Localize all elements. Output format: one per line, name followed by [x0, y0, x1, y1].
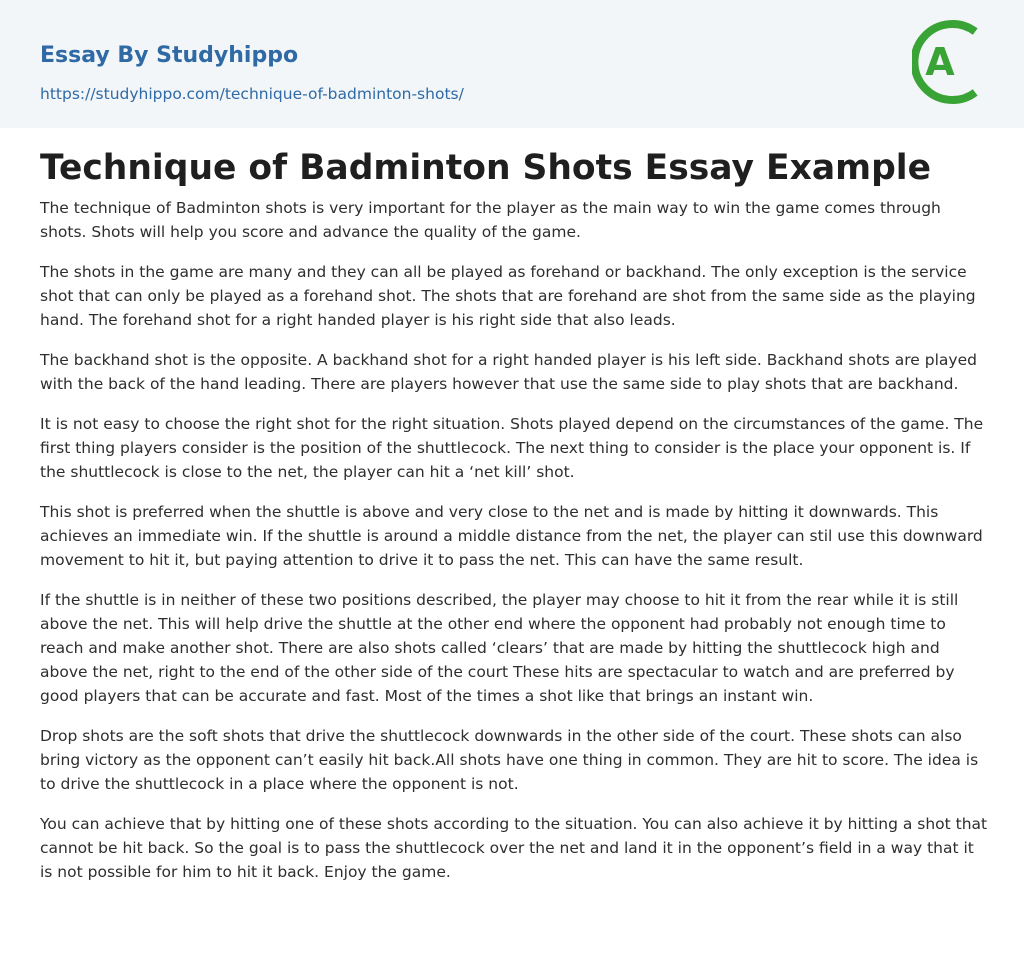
paragraph-1: The technique of Badminton shots is very important for the player as the main way to win the game comes through shots. Shots will help you score and advance the quality of the game.: [40, 199, 941, 241]
paragraph-7: Drop shots are the soft shots that drive the shuttlecock downwards in the other side of the court. These shots can also bring victory as the opponent can’t easily hit back.All shots have one thing in common. They are hit to score. The idea is to drive the shuttlecock in a place where the opponent is not.: [40, 727, 979, 793]
paragraph-3: The backhand shot is the opposite. A backhand shot for a right handed player is his left side. Backhand shots are played with the back of the hand leading. There are players however that use the same side to play shots that are backhand.: [40, 351, 977, 393]
article: [40, 146, 990, 900]
logo-letter: A: [925, 40, 955, 84]
site-header: [0, 0, 1024, 128]
studyhippo-logo-icon[interactable]: [912, 18, 988, 106]
article-body: [40, 196, 990, 884]
paragraph-5: This shot is preferred when the shuttle is above and very close to the net and is made by hitting it downwards. This achieves an immediate win. If the shuttle is around a middle distance from the net, the player can stil use this downward movement to hit it, but paying attention to drive it to pass the net. This can have the same result.: [40, 503, 983, 569]
paragraph-2: The shots in the game are many and they can all be played as forehand or backhand. The only exception is the service shot that can only be played as a forehand shot. The shots that are forehand are shot from the same side as the playing hand. The forehand shot for a right handed player is his right side that also leads.: [40, 263, 976, 329]
paragraph-8: You can achieve that by hitting one of these shots according to the situation. You can also achieve it by hitting a shot that cannot be hit back. So the goal is to pass the shuttlecock over the net and land it in the opponent’s field in a way that it is not possible for him to hit it back. Enjoy the game.: [40, 815, 988, 881]
article-title: Technique of Badminton Shots Essay Example: [40, 148, 931, 188]
paragraph-4: It is not easy to choose the right shot for the right situation. Shots played depend on the circumstances of the game. The first thing players consider is the position of the shuttlecock. The next thing to consider is the place your opponent is. If the shuttlecock is close to the net, the player can hit a ‘net kill’ shot.: [40, 415, 984, 481]
page-url-link[interactable]: https://studyhippo.com/technique-of-badminton-shots/: [40, 85, 464, 103]
site-brand[interactable]: Essay By Studyhippo: [40, 43, 299, 68]
paragraph-6: If the shuttle is in neither of these two positions described, the player may choose to hit it from the rear while it is still above the net. This will help drive the shuttle at the other end where the opponent had probably not enough time to reach and make another shot. There are also shots called ‘clears’ that are made by hitting the shuttlecock high and above the net, right to the end of the other side of the court These hits are spectacular to watch and are preferred by good players that can be accurate and fast. Most of the times a shot like that brings an instant win.: [40, 591, 959, 705]
